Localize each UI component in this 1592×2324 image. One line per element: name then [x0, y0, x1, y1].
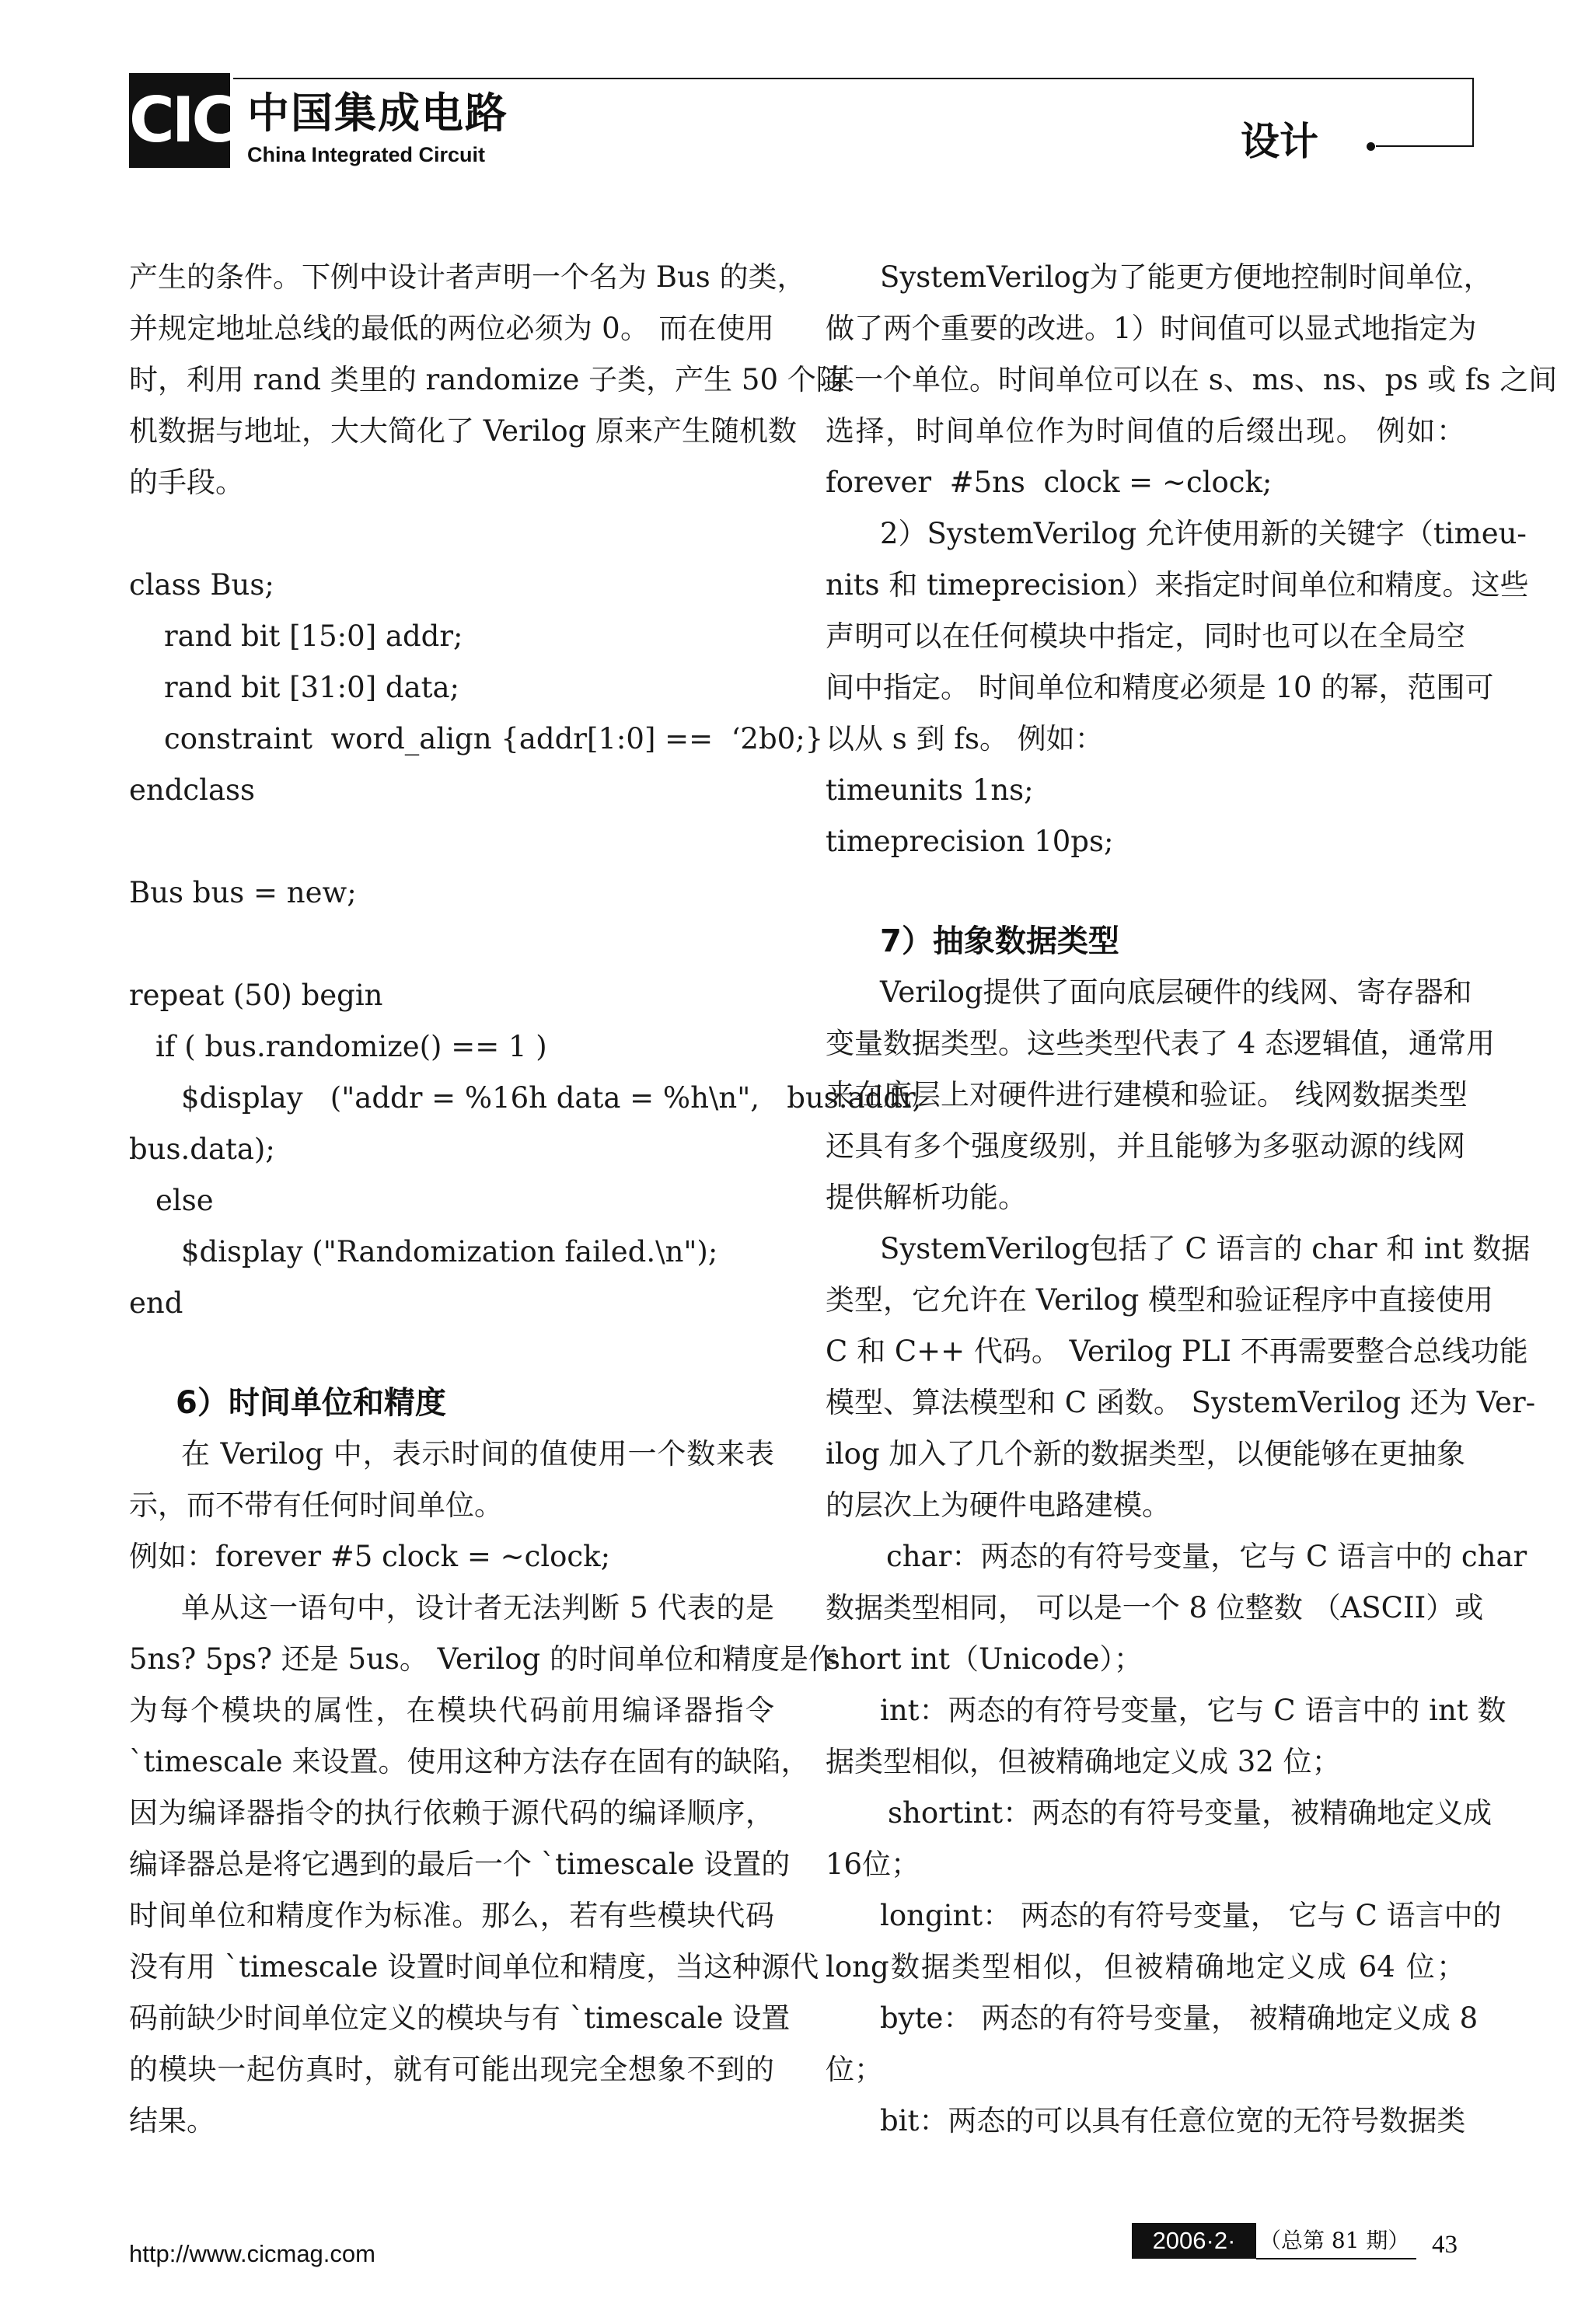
text-line: endclass — [129, 773, 256, 807]
text-line: class Bus; — [129, 568, 274, 602]
text-line: 以从 s 到 fs。 例如： — [826, 722, 1104, 755]
text-line: 机数据与地址，大大简化了 Verilog 原来产生随机数 — [129, 414, 798, 448]
text-line: rand bit [31:0] data; — [164, 671, 460, 704]
text-line: constraint word_align {addr[1:0] == ‘2b0;} — [164, 722, 824, 755]
section-heading: 7）抽象数据类型 — [880, 923, 1119, 959]
text-line: repeat (50) begin — [129, 979, 383, 1012]
text-line: $display ("addr = %16h data = %h\n", bus.addr, — [181, 1081, 922, 1115]
text-line: 并规定地址总线的最低的两位必须为 0。 而在使用 — [129, 312, 774, 345]
text-line: byte： 两态的有符号变量， 被精确地定义成 8 — [880, 2001, 1479, 2035]
text-line: 的手段。 — [129, 466, 244, 499]
text-line: 类型，它允许在 Verilog 模型和验证程序中直接使用 — [826, 1283, 1494, 1317]
text-line: `timescale 来设置。使用这种方法存在固有的缺陷， — [129, 1745, 810, 1778]
text-line: 的模块一起仿真时，就有可能出现完全想象不到的 — [129, 2053, 774, 2086]
text-line: 时间单位和精度作为标准。那么，若有些模块代码 — [129, 1899, 774, 1932]
text-line: bus.data); — [129, 1132, 275, 1166]
text-line: 模型、算法模型和 C 函数。 SystemVerilog 还为 Ver- — [826, 1386, 1536, 1419]
text-line: 某一个单位。时间单位可以在 s、ms、ns、ps 或 fs 之间 — [826, 363, 1558, 396]
section-rule — [1376, 145, 1474, 147]
section-heading: 6）时间单位和精度 — [176, 1385, 446, 1421]
text-line: timeprecision 10ps; — [826, 825, 1114, 858]
text-line: rand bit [15:0] addr; — [164, 619, 463, 653]
text-line: else — [155, 1184, 214, 1217]
text-line: 产生的条件。下例中设计者声明一个名为 Bus 的类， — [129, 260, 806, 294]
text-line: 5ns? 5ps? 还是 5us。 Verilog 的时间单位和精度是作 — [129, 1642, 837, 1676]
text-line: SystemVerilog包括了 C 语言的 char 和 int 数据 — [880, 1232, 1531, 1265]
text-line: longint： 两态的有符号变量， 它与 C 语言中的 — [880, 1899, 1502, 1932]
cic-logo: CIC — [129, 73, 230, 168]
text-line: char：两态的有符号变量，它与 C 语言中的 char — [886, 1540, 1527, 1573]
text-line: 时，利用 rand 类里的 randomize 子类，产生 50 个随 — [129, 363, 845, 396]
header-rule-tick — [1472, 78, 1474, 146]
text-line: nits 和 timeprecision）来指定时间单位和精度。这些 — [826, 568, 1529, 602]
text-line: 没有用 `timescale 设置时间单位和精度，当这种源代 — [129, 1950, 819, 1984]
text-line: $display ("Randomization failed.\n"); — [181, 1235, 718, 1268]
text-line: ilog 加入了几个新的数据类型，以便能够在更抽象 — [826, 1437, 1465, 1471]
text-line: forever #5ns clock = ~clock; — [826, 466, 1273, 499]
text-line: 编译器总是将它遇到的最后一个 `timescale 设置的 — [129, 1848, 791, 1881]
text-line: bit：两态的可以具有任意位宽的无符号数据类 — [880, 2104, 1466, 2137]
text-line: 因为编译器指令的执行依赖于源代码的编译顺序， — [129, 1796, 774, 1830]
issue-badge: 2006·2· — [1132, 2223, 1256, 2259]
section-dot-icon — [1367, 142, 1375, 151]
magazine-title-en: China Integrated Circuit — [247, 143, 486, 166]
text-line: 间中指定。 时间单位和精度必须是 10 的幂，范围可 — [826, 671, 1494, 704]
text-line: 码前缺少时间单位定义的模块与有 `timescale 设置 — [129, 2001, 791, 2035]
text-line: 提供解析功能。 — [826, 1181, 1027, 1214]
text-line: 为每个模块的属性，在模块代码前用编译器指令 — [129, 1694, 774, 1727]
text-line: 据类型相似，但被精确地定义成 32 位； — [826, 1745, 1341, 1778]
page-number: 43 — [1432, 2231, 1458, 2259]
text-line: 选择，时间单位作为时间值的后缀出现。 例如： — [826, 414, 1465, 448]
text-line: 2）SystemVerilog 允许使用新的关键字（timeu- — [880, 517, 1527, 550]
text-line: 结果。 — [129, 2104, 215, 2137]
footer-url[interactable]: http://www.cicmag.com — [129, 2240, 375, 2267]
text-line: 位； — [826, 2053, 883, 2086]
text-line: 数据类型相同， 可以是一个 8 位整数 （ASCII）或 — [826, 1591, 1484, 1624]
text-line: long数据类型相似，但被精确地定义成 64 位； — [826, 1950, 1465, 1984]
text-line: SystemVerilog为了能更方便地控制时间单位， — [880, 260, 1492, 294]
text-line: C 和 C++ 代码。 Verilog PLI 不再需要整合总线功能 — [826, 1335, 1528, 1368]
header-rule — [233, 78, 1474, 79]
text-line: short int（Unicode）； — [826, 1642, 1143, 1676]
text-line: 例如：forever #5 clock = ~clock; — [129, 1540, 611, 1573]
text-line: int：两态的有符号变量，它与 C 语言中的 int 数 — [880, 1694, 1506, 1727]
text-line: 来在底层上对硬件进行建模和验证。 线网数据类型 — [826, 1078, 1468, 1111]
text-line: 声明可以在任何模块中指定，同时也可以在全局空 — [826, 619, 1465, 653]
issue-total: （总第 81 期） — [1259, 2228, 1410, 2253]
text-line: 在 Verilog 中，表示时间的值使用一个数来表 — [181, 1437, 774, 1471]
magazine-title-cn: 中国集成电路 — [247, 89, 508, 138]
text-line: 的层次上为硬件电路建模。 — [826, 1488, 1171, 1522]
text-line: 示，而不带有任何时间单位。 — [129, 1488, 503, 1522]
text-line: 还具有多个强度级别，并且能够为多驱动源的线网 — [826, 1129, 1465, 1163]
text-line: end — [129, 1286, 183, 1320]
text-line: 变量数据类型。这些类型代表了 4 态逻辑值，通常用 — [826, 1027, 1496, 1060]
text-line: Bus bus = new; — [129, 876, 357, 909]
text-line: 16位； — [826, 1848, 920, 1881]
text-line: timeunits 1ns; — [826, 773, 1034, 807]
text-line: shortint：两态的有符号变量，被精确地定义成 — [888, 1796, 1492, 1830]
section-label: 设计 — [1241, 119, 1318, 164]
text-line: 做了两个重要的改进。1）时间值可以显式地指定为 — [826, 312, 1477, 345]
text-line: 单从这一语句中，设计者无法判断 5 代表的是 — [181, 1591, 774, 1624]
text-line: if ( bus.randomize() == 1 ) — [155, 1030, 547, 1063]
footer-rule — [1256, 2258, 1416, 2259]
text-line: Verilog提供了面向底层硬件的线网、寄存器和 — [880, 975, 1472, 1009]
